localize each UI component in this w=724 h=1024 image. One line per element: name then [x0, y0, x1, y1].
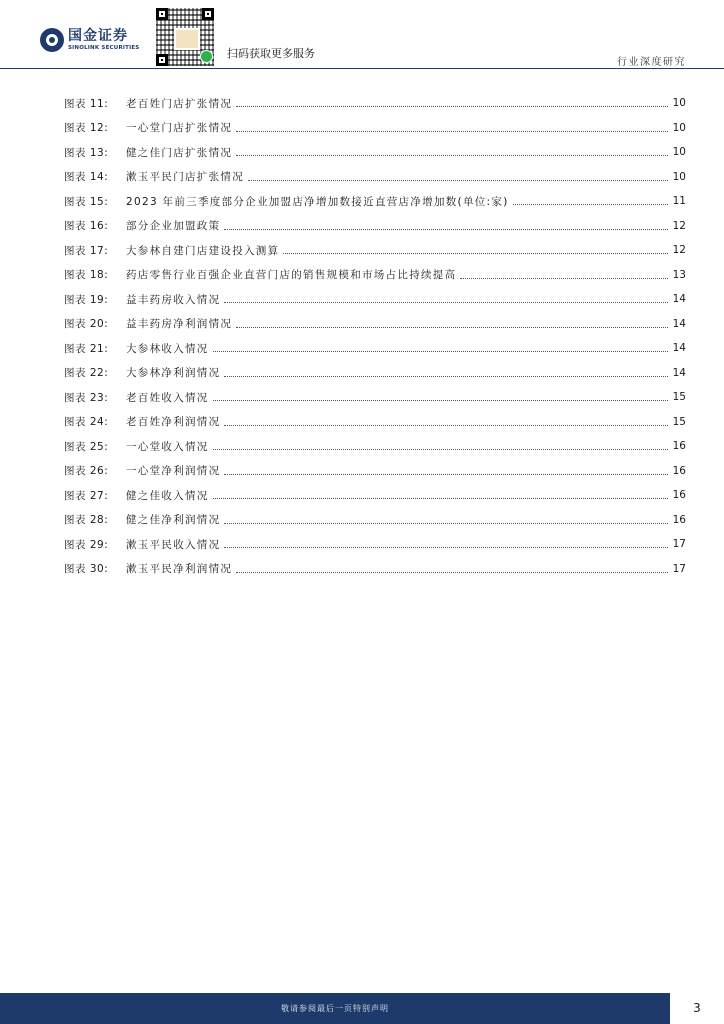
toc-entry[interactable] — [64, 410, 686, 435]
page-header — [0, 0, 724, 70]
toc-entry-label: 图表 18: — [64, 269, 109, 282]
qr-center-logo-icon — [174, 28, 200, 50]
toc-entry-page: 14 — [672, 366, 686, 379]
logo-name-en: SINOLINK SECURITIES — [68, 44, 140, 51]
toc-dot-leader — [460, 269, 668, 281]
toc-entry-page: 10 — [672, 146, 686, 159]
report-category: 行业深度研究 — [617, 57, 686, 68]
toc-entry-label: 图表 29: — [64, 538, 109, 551]
toc-entry-label: 图表 16: — [64, 220, 109, 233]
toc-dot-leader — [283, 244, 668, 256]
toc-entry[interactable] — [64, 263, 686, 288]
qr-finder-bottom-left — [156, 54, 168, 66]
toc-entry-title: 一心堂门店扩张情况 — [126, 122, 233, 135]
toc-entry-label: 图表 27: — [64, 489, 109, 502]
toc-entry-title: 老百姓净利润情况 — [126, 416, 221, 429]
toc-entry-page: 16 — [672, 464, 686, 477]
qr-finder-top-left — [156, 8, 168, 20]
toc-entry[interactable] — [64, 312, 686, 337]
toc-entry[interactable] — [64, 287, 686, 312]
toc-entry-label: 图表 14: — [64, 171, 109, 184]
toc-entry[interactable] — [64, 483, 686, 508]
toc-entry[interactable] — [64, 459, 686, 484]
toc-entry[interactable] — [64, 532, 686, 557]
toc-dot-leader — [236, 97, 668, 109]
sinolink-logo-icon — [40, 28, 64, 52]
toc-entry-page: 13 — [672, 268, 686, 281]
toc-entry-page: 14 — [672, 342, 686, 355]
toc-entry-label: 图表 21: — [64, 342, 109, 355]
toc-entry-title: 药店零售行业百强企业直营门店的销售规模和市场占比持续提高 — [126, 269, 457, 282]
toc-entry[interactable] — [64, 385, 686, 410]
toc-entry-label: 图表 19: — [64, 293, 109, 306]
toc-entry-title: 漱玉平民门店扩张情况 — [126, 171, 244, 184]
toc-entry[interactable] — [64, 189, 686, 214]
toc-dot-leader — [224, 293, 668, 305]
toc-dot-leader — [224, 416, 668, 428]
toc-dot-leader — [224, 220, 668, 232]
toc-entry-page: 16 — [672, 513, 686, 526]
toc-entry-page: 14 — [672, 317, 686, 330]
toc-entry[interactable] — [64, 557, 686, 582]
header-divider — [0, 68, 724, 69]
scan-prompt: 扫码获取更多服务 — [227, 47, 315, 60]
toc-entry-title: 部分企业加盟政策 — [126, 220, 221, 233]
toc-entry-title: 健之佳收入情况 — [126, 489, 209, 502]
toc-entry-page: 15 — [672, 415, 686, 428]
toc-dot-leader — [236, 563, 668, 575]
toc-entry-label: 图表 26: — [64, 465, 109, 478]
company-logo — [40, 28, 139, 52]
toc-dot-leader — [224, 465, 668, 477]
toc-dot-leader — [213, 489, 668, 501]
toc-dot-leader — [224, 538, 668, 550]
toc-entry-label: 图表 11: — [64, 97, 109, 110]
toc-entry-title: 益丰药房净利润情况 — [126, 318, 233, 331]
toc-dot-leader — [236, 318, 668, 330]
wechat-badge-icon — [200, 50, 213, 63]
toc-entry-page: 14 — [672, 293, 686, 306]
toc-entry-title: 大参林收入情况 — [126, 342, 209, 355]
toc-entry-title: 益丰药房收入情况 — [126, 293, 221, 306]
qr-code-icon[interactable] — [156, 8, 214, 66]
toc-dot-leader — [236, 122, 668, 134]
toc-entry-label: 图表 15: — [64, 195, 109, 208]
toc-entry-title: 健之佳门店扩张情况 — [126, 146, 233, 159]
toc-dot-leader — [213, 391, 668, 403]
toc-entry-page: 11 — [672, 195, 686, 208]
toc-entry-title: 老百姓收入情况 — [126, 391, 209, 404]
toc-dot-leader — [213, 342, 668, 354]
toc-entry[interactable] — [64, 165, 686, 190]
page-number: 3 — [693, 1001, 701, 1015]
toc-entry-label: 图表 22: — [64, 367, 109, 380]
toc-entry-title: 2023 年前三季度部分企业加盟店净增加数接近直营店净增加数(单位:家) — [126, 195, 509, 208]
toc-entry-title: 一心堂收入情况 — [126, 440, 209, 453]
toc-entry[interactable] — [64, 434, 686, 459]
toc-dot-leader — [224, 514, 668, 526]
toc-dot-leader — [236, 146, 668, 158]
toc-entry-label: 图表 12: — [64, 122, 109, 135]
toc-entry-page: 10 — [672, 121, 686, 134]
logo-name-cn: 国金证券 — [68, 27, 128, 44]
toc-entry-label: 图表 28: — [64, 514, 109, 527]
toc-entry-label: 图表 30: — [64, 563, 109, 576]
toc-dot-leader — [513, 195, 668, 207]
toc-entry[interactable] — [64, 361, 686, 386]
toc-entry-label: 图表 20: — [64, 318, 109, 331]
toc-entry[interactable] — [64, 336, 686, 361]
toc-entry-title: 一心堂净利润情况 — [126, 465, 221, 478]
toc-entry-page: 17 — [672, 538, 686, 551]
toc-entry[interactable] — [64, 140, 686, 165]
figure-list — [64, 91, 686, 581]
toc-entry-label: 图表 17: — [64, 244, 109, 257]
toc-entry-page: 12 — [672, 244, 686, 257]
toc-entry-title: 漱玉平民净利润情况 — [126, 563, 233, 576]
toc-entry[interactable] — [64, 214, 686, 239]
toc-entry-title: 健之佳净利润情况 — [126, 514, 221, 527]
toc-entry-page: 12 — [672, 219, 686, 232]
toc-dot-leader — [224, 367, 668, 379]
toc-entry-title: 大参林自建门店建设投入测算 — [126, 244, 280, 257]
toc-dot-leader — [213, 440, 668, 452]
toc-entry-page: 17 — [672, 562, 686, 575]
toc-entry[interactable] — [64, 116, 686, 141]
toc-entry[interactable] — [64, 91, 686, 116]
qr-finder-top-right — [202, 8, 214, 20]
toc-entry[interactable] — [64, 508, 686, 533]
logo-text — [68, 29, 139, 52]
toc-entry-label: 图表 13: — [64, 146, 109, 159]
toc-entry-title: 老百姓门店扩张情况 — [126, 97, 233, 110]
toc-entry-title: 漱玉平民收入情况 — [126, 538, 221, 551]
toc-entry-label: 图表 25: — [64, 440, 109, 453]
toc-dot-leader — [248, 171, 668, 183]
toc-entry-page: 10 — [672, 97, 686, 110]
toc-entry-page: 15 — [672, 391, 686, 404]
toc-entry-page: 10 — [672, 170, 686, 183]
toc-entry-label: 图表 23: — [64, 391, 109, 404]
toc-entry-page: 16 — [672, 440, 686, 453]
toc-entry-page: 16 — [672, 489, 686, 502]
footer-disclaimer: 敬请参阅最后一页特别声明 — [281, 1004, 389, 1013]
toc-entry-title: 大参林净利润情况 — [126, 367, 221, 380]
toc-entry[interactable] — [64, 238, 686, 263]
toc-entry-label: 图表 24: — [64, 416, 109, 429]
page-footer — [0, 993, 670, 1024]
